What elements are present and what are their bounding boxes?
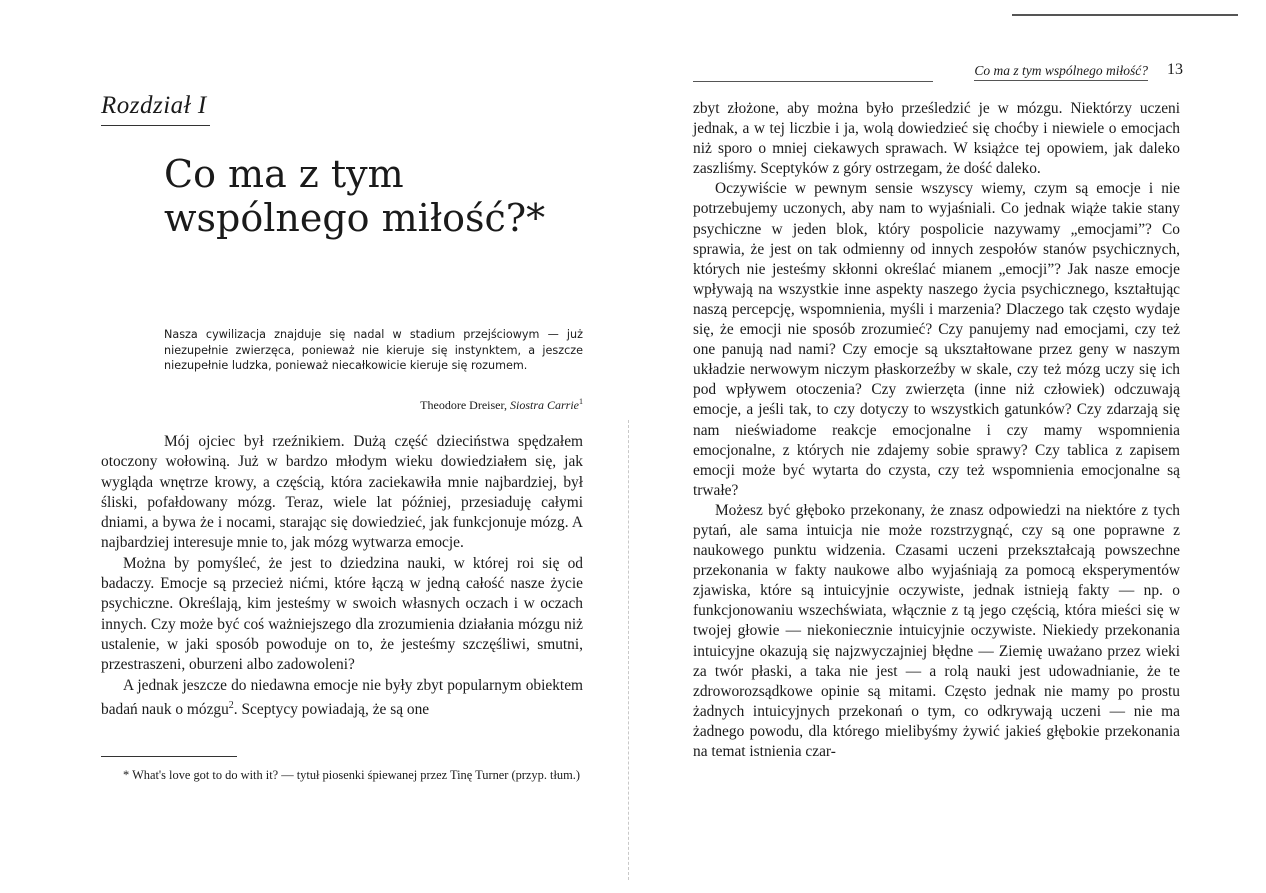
paragraph [101,676,583,721]
right-body-text [693,99,1180,762]
running-head-title: Co ma z tym wspólnego miłość? [974,63,1148,81]
page-number: 13 [1167,61,1183,78]
paragraph: Można by pomyśleć, że jest to dziedzina nauki, w której roi się od badaczy. Emocje są przecież nićmi, które łączą w jedną całość nasze życie psychiczne. Określają, kim jesteśmy w swoich własnych oczach i w oczach innych. Czy może być coś ważniejszego dla zrozumienia działania mózgu niż ustalenie, w jaki sposób powoduje on to, że jesteśmy szczęśliwi, smutni, przestraszeni, oburzeni albo zadowoleni? [101,554,583,674]
chapter-title [164,152,604,240]
epigraph-text: Nasza cywilizacja znajduje się nadal w stadium przejściowym — już niezupełnie zwierzęca, ponieważ nie kieruje się instynktem, a jeszcze niezupełnie ludzka, ponieważ niecałkowicie kieruje się rozumem. [164,328,583,372]
footnote-rule [101,756,237,757]
paragraph: Możesz być głęboko przekonany, że znasz odpowiedzi na niektóre z tych pytań, ale sama intuicja nie może rozstrzygnąć, czy są one poprawne z naukowego punktu widzenia. Czasami uczeni przekształcają powszechne przekonania w fakty naukowe albo wyjaśniają za pomocą eksperymentów zjawiska, które są intuicyjnie oczywiste, jednak istnieją fakty — np. o funkcjonowaniu wszechświata, włącznie z tą jego częścią, która mieści się w twojej głowie — niekoniecznie intuicyjnie oczywiste. Niekiedy przekonania intuicyjne okazują się najzwyczajniej błędne — Ziemię uważano przez wieki za twór płaski, a taka nie jest — a rolą nauki jest udowadnianie, że te zdroworozsądkowe opinie są mitami. Często jednak nie mamy po prostu żadnych intuicyjnych przekonań o tym, co odkrywają uczeni — nie ma żadnego powodu, dla którego mielibyśmy żywić jakieś głębokie przekonania na temat istnienia czar- [693,501,1180,760]
paragraph: Mój ojciec był rzeźnikiem. Dużą część dzieciństwa spędzałem otoczony wołowiną. Już w bardzo młodym wieku dowiedziałem się, jak wygląda wnętrze krowy, a częścią, która zaciekawiła mnie najbardziej, był śliski, pofałdowany mózg. Teraz, wiele lat później, przesiaduję całymi dniami, a bywa że i nocami, starając się dowiedzieć, jak funkcjonuje mózg. A najbardziej interesuje mnie to, jak mózg wytwarza emocje. [101,433,583,552]
running-head [693,63,1183,83]
paragraph: zbyt złożone, aby można było prześledzić je w mózgu. Niektórzy uczeni jednak, a w tej liczbie i ja, wolą dowiedzieć się choćby i niewiele o emocjach niż sporo o mniej ciekawych sprawach. W książce tej opowiem, jak daleko zaszliśmy. Sceptyków z góry ostrzegam, że dość daleko. [693,100,1180,178]
scan-edge-line [1012,14,1238,16]
epigraph-note-mark: 1 [579,397,583,406]
epigraph-author: Theodore Dreiser, [420,398,510,412]
chapter-label: Rozdział I [101,92,207,119]
epigraph-source [164,397,583,413]
left-page [0,0,630,893]
paragraph: Oczywiście w pewnym sensie wszyscy wiemy, czym są emocje i nie potrzebujemy uczonych, aby nam to wyjaśniali. Co jednak wiąże takie stany psychiczne w jeden blok, który pospolicie nazywamy „emocjami”? Co sprawia, że jest on tak odmienny od innych zespołów stanów psychicznych, których nie jesteśmy skłonni określać mianem „emocji”? Jak nasze emocje wpływają na wszystkie inne aspekty naszego życia psychicznego, kształtując naszą percepcję, wspomnienia, myśli i marzenia? Dlaczego tak często wydaje się, że emocji nie sposób zrozumieć? Czy panujemy nad emocjami, czy też one panują nad nami? Czy emocje są ukształtowane przez geny w naszym układzie nerwowym niczym płaskorzeźby w skale, czy też mózg uczy się ich pod wpływem otoczenia? Czy zwierzęta (inne niż człowiek) odczuwają emocje, a jeśli tak, to czy dotyczy to wszystkich gatunków? Czy zdarzają się nam nieświadome reakcje emocjonalne i czy mamy wspomnienia emocjonalne, z których nie zdajemy sobie sprawy? Czy tablica z zapisem emocji może być wytarta do czysta, czy też wspomnienia emocjonalne są trwałe? [693,180,1180,499]
chapter-rule [101,125,210,126]
chapter-title-line-1: Co ma z tym [164,152,404,196]
note-reference: 2 [228,699,234,711]
footnote: * What's love got to do with it? — tytuł piosenki śpiewanej przez Tinę Turner (przyp. tłum.) [123,768,580,782]
paragraph-text: A jednak jeszcze do niedawna emocje nie były zbyt popularnym obiektem badań nauk o mózgu [101,676,583,718]
left-body-text [101,432,583,720]
paragraph-text-tail: . Sceptycy powiadają, że są one [233,700,430,718]
epigraph-work: Siostra Carrie [509,398,579,412]
chapter-title-line-2: wspólnego miłość?* [164,196,546,240]
running-head-rule [693,81,933,82]
